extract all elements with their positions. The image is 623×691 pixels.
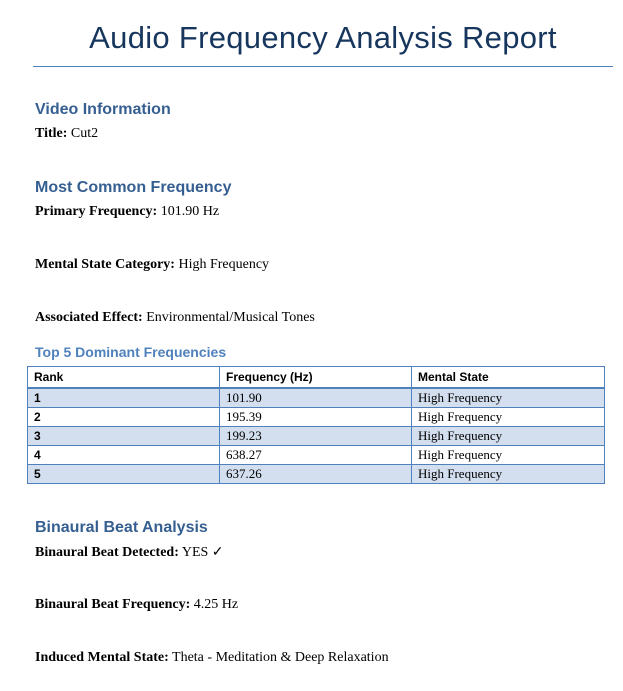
frequency-cell: 199.23 <box>220 427 412 446</box>
binaural-detected-value: YES ✓ <box>181 545 224 560</box>
frequency-column-header: Frequency (Hz) <box>220 367 412 389</box>
mental-state-category-label: Mental State Category: <box>35 257 175 272</box>
top-frequencies-heading: Top 5 Dominant Frequencies <box>35 344 227 360</box>
mental-state-cell: High Frequency <box>412 465 605 484</box>
most-common-frequency-heading: Most Common Frequency <box>35 179 232 196</box>
video-title-label: Title: <box>35 126 68 141</box>
rank-cell: 4 <box>28 446 220 465</box>
rank-cell: 1 <box>28 388 220 408</box>
primary-frequency-label: Primary Frequency: <box>35 204 158 219</box>
rank-cell: 2 <box>28 408 220 427</box>
binaural-beat-heading: Binaural Beat Analysis <box>35 519 208 536</box>
mental-state-cell: High Frequency <box>412 408 605 427</box>
mental-state-category-value: High Frequency <box>178 257 270 272</box>
table-header-row <box>28 367 605 389</box>
table-row <box>28 427 605 446</box>
rank-column-header: Rank <box>28 367 220 389</box>
rank-cell: 5 <box>28 465 220 484</box>
binaural-detected-field <box>35 544 224 561</box>
table-row <box>28 408 605 427</box>
mental-state-cell: High Frequency <box>412 427 605 446</box>
associated-effect-field <box>35 310 315 326</box>
rank-cell: 3 <box>28 427 220 446</box>
associated-effect-value: Environmental/Musical Tones <box>146 310 315 325</box>
binaural-frequency-value: 4.25 Hz <box>193 597 239 612</box>
table-row <box>28 446 605 465</box>
video-title-value: Cut2 <box>70 126 99 141</box>
frequency-cell: 195.39 <box>220 408 412 427</box>
primary-frequency-value: 101.90 Hz <box>160 204 220 219</box>
frequency-cell: 638.27 <box>220 446 412 465</box>
induced-mental-state-label: Induced Mental State: <box>35 650 169 665</box>
binaural-frequency-label: Binaural Beat Frequency: <box>35 597 191 612</box>
binaural-detected-label: Binaural Beat Detected: <box>35 545 179 560</box>
induced-mental-state-field <box>35 650 389 666</box>
induced-mental-state-value: Theta - Meditation & Deep Relaxation <box>172 650 389 665</box>
top-frequencies-table <box>27 366 605 484</box>
report-title: Audio Frequency Analysis Report <box>89 20 557 55</box>
mental-state-category-field <box>35 257 269 273</box>
mental-state-cell: High Frequency <box>412 388 605 408</box>
primary-frequency-field <box>35 204 219 220</box>
mental-state-column-header: Mental State <box>412 367 605 389</box>
table-row <box>28 465 605 484</box>
video-title-field <box>35 126 98 142</box>
binaural-frequency-field <box>35 597 238 613</box>
title-divider <box>33 66 613 67</box>
associated-effect-label: Associated Effect: <box>35 310 143 325</box>
frequency-cell: 101.90 <box>220 388 412 408</box>
frequency-cell: 637.26 <box>220 465 412 484</box>
table-row <box>28 388 605 408</box>
video-information-heading: Video Information <box>35 101 171 118</box>
mental-state-cell: High Frequency <box>412 446 605 465</box>
